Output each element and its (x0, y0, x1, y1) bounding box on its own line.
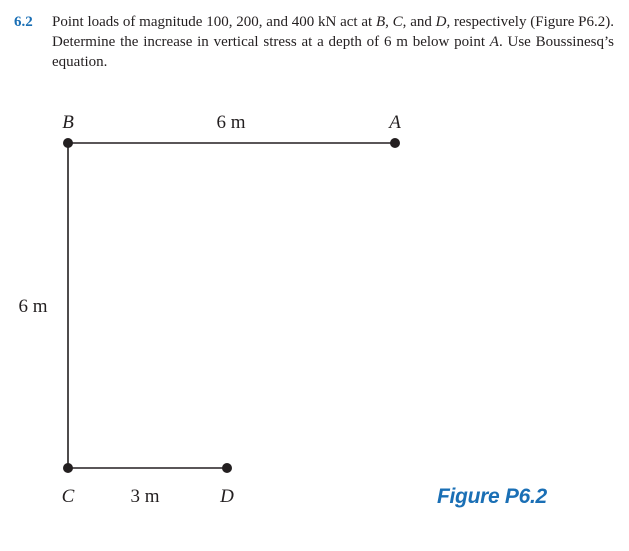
figure-caption: Figure P6.2 (437, 485, 547, 508)
dimension-bottom-label: 3 m (130, 486, 160, 507)
point-b-dot (63, 138, 73, 148)
problem-text-part: . Use Boussinesq’s equation. (52, 34, 614, 70)
point-d-dot (222, 463, 232, 473)
problem-number: 6.2 (14, 14, 33, 30)
dimension-left-label: 6 m (18, 296, 48, 317)
point-ref-b: B (375, 14, 386, 30)
problem-text-part: , and (402, 14, 436, 30)
point-ref-a: A (489, 34, 499, 50)
point-ref-d: D (435, 14, 447, 30)
point-ref-c: C (392, 14, 403, 30)
problem-text-part: Point loads of magnitude 100, 200, and 400 kN act at (52, 14, 376, 30)
point-a-dot (390, 138, 400, 148)
point-d-label: D (220, 486, 234, 507)
point-b-label: B (62, 112, 74, 133)
point-c-label: C (61, 486, 75, 507)
problem-text-part: , respectively (Figure P6.2). Determine the increase in vertical stress at a depth of 6 m below point (52, 14, 614, 50)
point-a-label: A (389, 112, 401, 133)
dimension-top-label: 6 m (216, 112, 246, 133)
problem-text-part: , (385, 14, 393, 30)
point-c-dot (63, 463, 73, 473)
